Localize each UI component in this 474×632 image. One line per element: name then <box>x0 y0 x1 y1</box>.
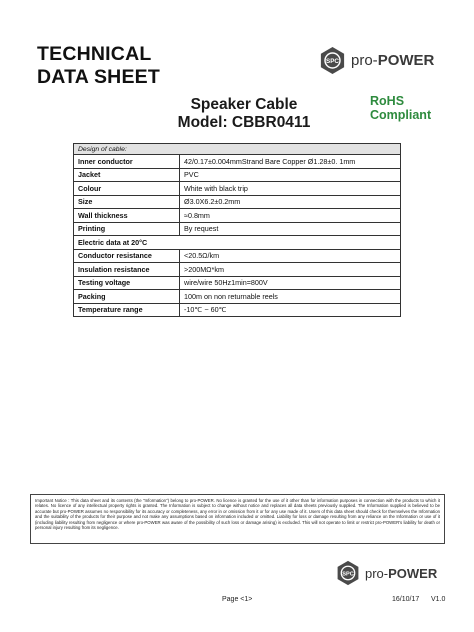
logo-brand: POWER <box>377 52 435 69</box>
logo-wordmark <box>365 566 437 581</box>
spec-row <box>74 276 401 290</box>
important-notice: Important Notice : This data sheet and its contents (the "Information") belong to pro-POWER. No licence is granted for the use of it other than for information purposes in connection with the products to which it relates. No licence of any intellectual property rights is granted. The Information is subject to change without notice and replaces all data sheets previously supplied. The Information supplied is believed to be accurate but pro-POWER assumes no responsibility for its accuracy or completeness, any error in or omission from it or for any use made of it. Users of this data sheet should check for themselves the Information and the suitability of the products for their purpose and not make any assumptions based on information included or omitted. Liability for loss or damage resulting from any reliance on the Information or use of it (including liability resulting from negligence or where pro-POWER was aware of the possibility of such loss or damage arising) is excluded. This will not operate to limit or restrict pro-POWER's liability for death or personal injury resulting from its negligence. <box>30 494 445 544</box>
electric-data-heading: Electric data at 20°C <box>74 236 401 250</box>
spec-value: wire/wire 50Hz1min=800V <box>180 276 401 290</box>
pro-power-logo <box>318 46 434 75</box>
spec-label: Size <box>74 195 180 209</box>
title-line-2: DATA SHEET <box>37 66 160 88</box>
spec-label: Testing voltage <box>74 276 180 290</box>
spec-label: Conductor resistance <box>74 249 180 263</box>
spec-row <box>74 290 401 304</box>
spec-row <box>74 209 401 223</box>
page-number: Page <1> <box>222 596 253 603</box>
product-name: Speaker Cable <box>190 96 298 113</box>
spec-row <box>74 249 401 263</box>
spec-value: PVC <box>180 168 401 182</box>
spc-badge-icon <box>335 560 361 586</box>
spec-row <box>74 155 401 169</box>
rohs-line-2: Compliant <box>370 108 432 122</box>
spec-row <box>74 303 401 317</box>
spec-section-row <box>74 236 401 250</box>
document-version: V1.0 <box>431 596 446 603</box>
rohs-line-1: RoHS <box>370 94 405 108</box>
spc-badge-icon <box>318 46 347 75</box>
spec-row <box>74 222 401 236</box>
spec-row <box>74 263 401 277</box>
title-line-1: TECHNICAL <box>37 43 152 65</box>
spec-table <box>73 143 401 317</box>
logo-wordmark <box>351 52 434 69</box>
spec-table-header: Design of cable: <box>74 144 401 155</box>
logo-brand: POWER <box>388 565 438 581</box>
spec-label: Wall thickness <box>74 209 180 223</box>
spec-value: >200MΩ*km <box>180 263 401 277</box>
spec-value: 100m on non returnable reels <box>180 290 401 304</box>
spec-label: Printing <box>74 222 180 236</box>
revision-date: 16/10/17 <box>392 596 420 603</box>
document-title <box>37 43 160 89</box>
product-model: Model: CBBR0411 <box>177 114 311 131</box>
spec-value: Ø3.0X6.2±0.2mm <box>180 195 401 209</box>
spec-label: Colour <box>74 182 180 196</box>
logo-badge-text: SPC <box>326 58 339 66</box>
spec-label: Insulation resistance <box>74 263 180 277</box>
spec-value: 42/0.17±0.004mmStrand Bare Copper Ø1.28±0. 1mm <box>180 155 401 169</box>
spec-value: ≈0.8mm <box>180 209 401 223</box>
spec-value: <20.5Ω/km <box>180 249 401 263</box>
spec-label: Temperature range <box>74 303 180 317</box>
rohs-badge <box>370 94 431 122</box>
spec-table-header-row <box>74 144 401 155</box>
logo-badge-text: SPC <box>342 571 354 578</box>
spec-label: Packing <box>74 290 180 304</box>
spec-row <box>74 195 401 209</box>
spec-value: By request <box>180 222 401 236</box>
logo-prefix: pro- <box>351 52 378 69</box>
spec-label: Inner conductor <box>74 155 180 169</box>
spec-value: -10℃ ~ 60℃ <box>180 303 401 317</box>
spec-row <box>74 182 401 196</box>
spec-row <box>74 168 401 182</box>
pro-power-logo-footer <box>335 560 437 586</box>
spec-label: Jacket <box>74 168 180 182</box>
logo-prefix: pro- <box>365 565 389 581</box>
spec-value: White with black trip <box>180 182 401 196</box>
